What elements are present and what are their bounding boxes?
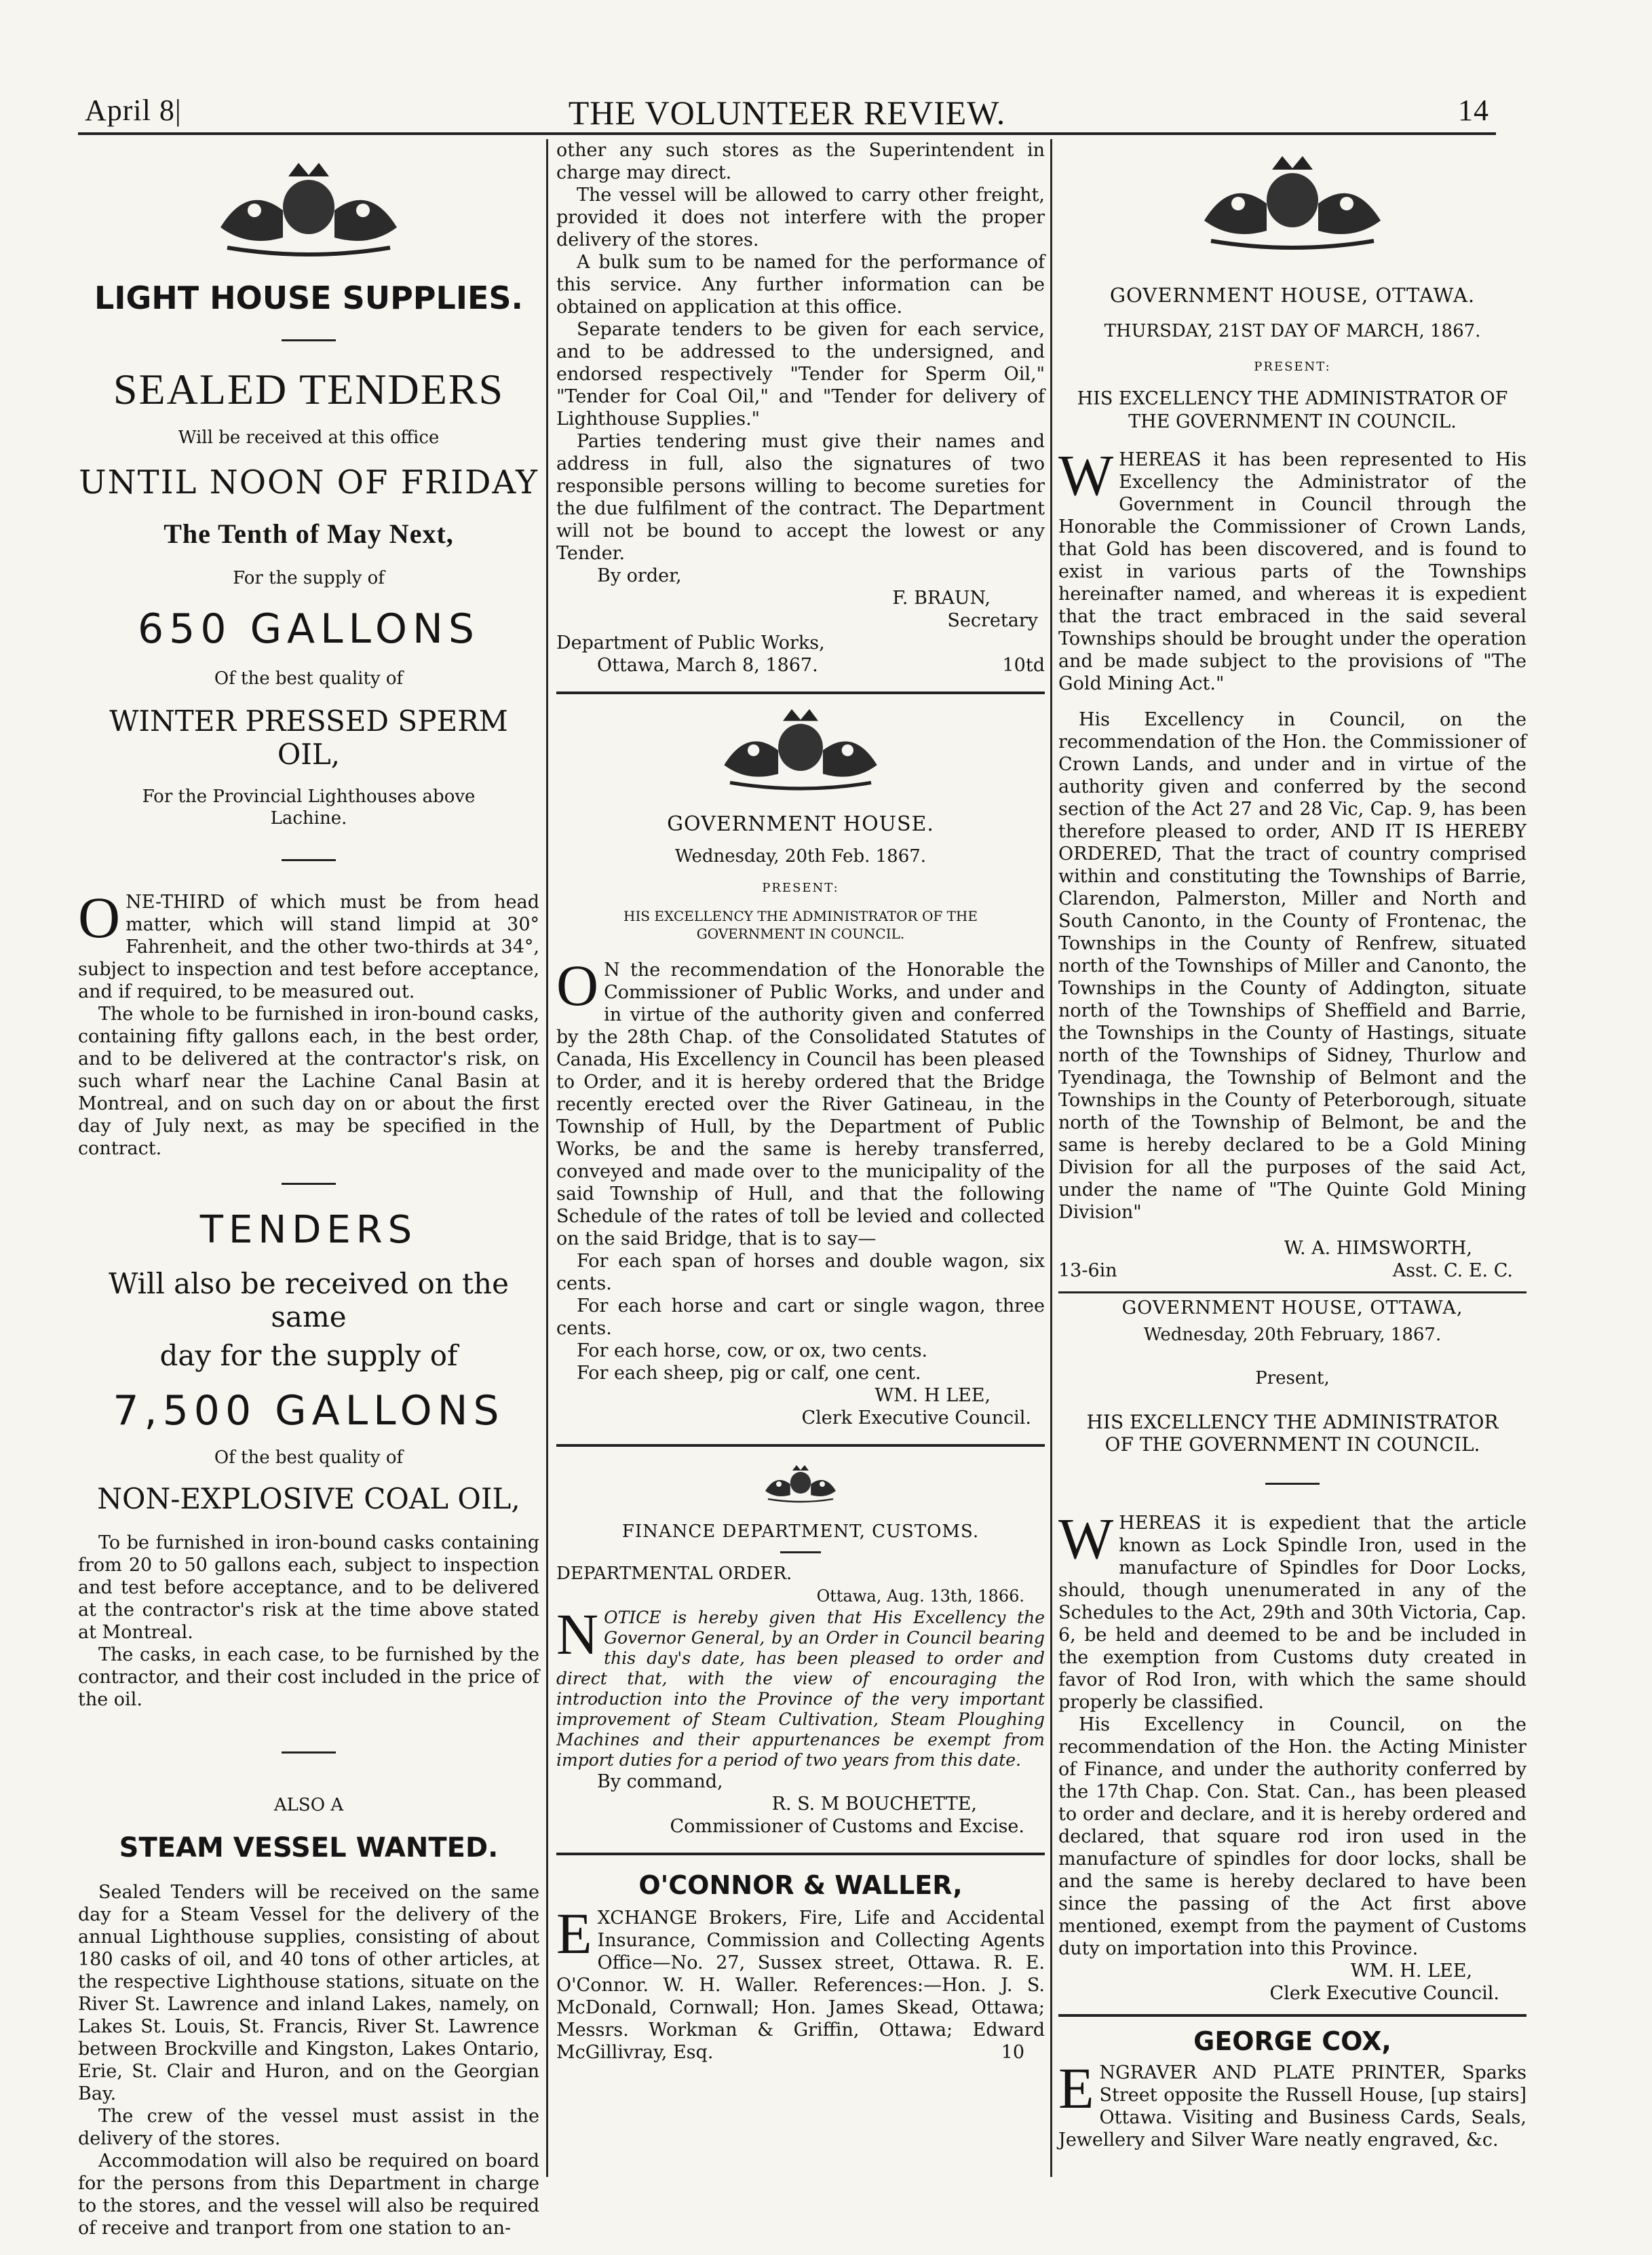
place-date: Ottawa, March 8, 1867. (597, 655, 818, 676)
present-label: Present, (1255, 1368, 1330, 1388)
drop-cap: O (556, 953, 599, 1018)
signer-title: Clerk Executive Council. (801, 1407, 1031, 1428)
divider (1265, 1483, 1320, 1485)
toll-item: For each sheep, pig or calf, one cent. (577, 1363, 921, 1384)
drop-cap: O (78, 885, 121, 950)
ad-code: 10td (1002, 655, 1045, 676)
ad-code: 13-6in (1058, 1260, 1117, 1281)
divider (556, 691, 1045, 694)
dateline-row (556, 654, 1045, 677)
notice-date: Wednesday, 20th Feb. 1867. (674, 846, 927, 867)
ad-line: ALSO A (273, 1795, 344, 1815)
paragraph: Accommodation will also be required on board for the persons from this Department in charge to the stores, and the vessel will also be required of receive and tranport from one station to an- (78, 2150, 539, 2239)
signer-row (1058, 1259, 1526, 1282)
signer-title: Commissioner of Customs and Excise. (670, 1816, 1024, 1837)
toll-item: For each horse and cart or single wagon, three cents. (556, 1295, 1045, 1339)
signer-name: WM. H LEE, (875, 1385, 991, 1406)
notice-date: Ottawa, Aug. 13th, 1866. (816, 1587, 1024, 1606)
council-line: HIS EXCELLENCY THE ADMINISTRATOR OF THE GOVERNMENT IN COUNCIL. (623, 908, 978, 942)
paragraph-text: NE-THIRD of which must be from head matter, which will stand limpid at 30° Fahrenheit, and the other two-thirds at 34°, subject to inspection and test before acceptance, and if required, to be measured out. (78, 892, 539, 1002)
ad-code: 10 (1001, 2042, 1024, 2063)
paragraph (78, 885, 539, 1003)
ad-product: WINTER PRESSED SPERM OIL, (109, 704, 508, 771)
paragraph-text: OTICE is hereby given that His Excellency the Governor General, by an Order in Council bearing this day's date, has been pleased to order and direct that, with the view of encouraging the introduction into the Province of the very important improvement of Steam Cultivation, Steam Ploughing Machines and their appurtenances be exempt from import duties for a period of two years from this date. (556, 1608, 1045, 1770)
ad-line: For the supply of (233, 568, 385, 588)
council-line: HIS EXCELLENCY THE ADMINISTRATOR (1086, 1411, 1499, 1433)
council-line: OF THE GOVERNMENT IN COUNCIL. (1104, 1433, 1480, 1456)
column-right (1058, 139, 1526, 2177)
paragraph: The whole to be furnished in iron-bound casks, containing fifty gallons each, in the best order, and to be delivered at the contractor's risk, on such wharf near the Lachine Canal Basin at Montreal, and on such day on or about the first day of July next, as may be specified in the contract. (78, 1004, 539, 1159)
paragraph: Sealed Tenders will be received on the same day for a Steam Vessel for the delivery of the annual Lighthouse supplies, consisting of about 180 casks of oil, and 40 tons of other articles, at the respective Lighthouse stations, situate on the River St. Lawrence and inland Lakes, namely, on Lakes St. Louis, St. Francis, River St. Lawrence between Brockville and Kingston, Lakes Ontario, Erie, St. Clair and Huron, and on the Georgian Bay. (78, 1882, 539, 2104)
paragraph-text: HEREAS it has been represented to His Excellency the Administrator of the Government in Council through the Honorable the Commissioner of Crown Lands, that Gold has been discovered, and is found to exist in various parts of the Townships hereinafter named, and whereas it is expedient that the tract embraced in the said several Townships should be brought under the operation and be made subject to the provisions of "The Gold Mining Act." (1058, 449, 1526, 694)
divider (780, 1551, 821, 1553)
drop-cap: W (1058, 442, 1114, 508)
divider (282, 339, 336, 341)
column-divider (1050, 139, 1052, 2177)
ad-heading: GEORGE COX, (1193, 2026, 1391, 2056)
signer-name: F. BRAUN, (892, 588, 991, 609)
notice-title: FINANCE DEPARTMENT, CUSTOMS. (621, 1521, 980, 1542)
ad-product: NON-EXPLOSIVE COAL OIL, (97, 1482, 520, 1515)
paragraph (1058, 2055, 1526, 2151)
ad-heading: O'CONNOR & WALLER, (638, 1870, 963, 1900)
notice-title: GOVERNMENT HOUSE. (667, 812, 934, 836)
notice-title: GOVERNMENT HOUSE, OTTAWA, (1058, 1291, 1526, 1319)
page-header (78, 85, 1496, 135)
divider (282, 1183, 336, 1185)
paragraph: To be furnished in iron-bound casks containing from 20 to 50 gallons each, subject to inspection and test before acceptance, and to be delivered at the contractor's risk at the time above stated at Montreal. (78, 1532, 539, 1643)
paragraph: His Excellency in Council, on the recommendation of the Hon. the Acting Minister of Finance, and under the authority conferred by the 17th Chap. Con. Stat. Can., has been pleased to order and declare, and it is hereby ordered and declared, that square rod iron used in the manufacture of spindles for door locks, shall be and the same is hereby declared to have been since the passing of the Act first above mentioned, exempt from the payment of Customs duty on importation into this Province. (1058, 1714, 1526, 1959)
department: Department of Public Works, (556, 632, 825, 653)
council-line: HIS EXCELLENCY THE ADMINISTRATOR OF THE GOVERNMENT IN COUNCIL. (1077, 388, 1508, 432)
paragraph: Separate tenders to be given for each service, and to be addressed to the undersigned, and endorsed respectively "Tender for Sperm Oil," "Tender for Coal Oil," and "Tender for delivery of Lighthouse Supplies." (556, 319, 1045, 430)
ad-line: For the Provincial Lighthouses above (142, 787, 476, 807)
paragraph: The crew of the vessel must assist in the delivery of the stores. (78, 2106, 539, 2149)
ad-line: Of the best quality of (214, 668, 404, 689)
paragraph: A bulk sum to be named for the performance of this service. Any further information can be obtained on application at this office. (556, 252, 1045, 318)
signer-title: Clerk Executive Council. (1269, 1983, 1499, 2004)
by-order: By order, (597, 565, 682, 586)
divider (282, 1751, 336, 1754)
ad-heading: STEAM VESSEL WANTED. (119, 1832, 499, 1863)
drop-cap: E (556, 1901, 592, 1966)
divider (556, 1853, 1045, 1855)
paragraph (1058, 1506, 1526, 1713)
paragraph: The vessel will be allowed to carry other freight, provided it does not interfere with the proper delivery of the stores. (556, 185, 1045, 250)
ad-line: Will also be received on the same (109, 1267, 509, 1333)
signer-name: WM. H. LEE, (1350, 1960, 1472, 1982)
ad-title: SEALED TENDERS (113, 365, 505, 413)
ad-quantity: 650 GALLONS (137, 605, 480, 653)
ad-date: The Tenth of May Next, (164, 518, 454, 549)
present-label: PRESENT: (1254, 360, 1331, 374)
paragraph: other any such stores as the Superintendent in charge may direct. (556, 140, 1045, 183)
paragraph (1058, 442, 1526, 695)
paragraph (556, 1901, 1045, 2064)
royal-crest-icon (1191, 156, 1394, 258)
notice-subtitle: DEPARTMENTAL ORDER. (556, 1564, 792, 1584)
paragraph-text: XCHANGE Brokers, Fire, Life and Accidental Insurance, Commission and Collecting Agents Office—No. 27, Sussex street, Ottawa. R. E. O'Connor. W. H. Waller. References:—Hon. J. S. McDonald, Cornwall; Hon. James Skead, Ottawa; Messrs. Workman & Griffin, Ottawa; Edward McGillivray, Esq. (556, 1908, 1045, 2063)
toll-item: For each horse, cow, or ox, two cents. (577, 1340, 928, 1361)
royal-crest-icon (706, 709, 896, 797)
divider (282, 859, 336, 861)
drop-cap: N (556, 1602, 599, 1667)
signer-name: R. S. M BOUCHETTE, (771, 1794, 977, 1815)
ad-line: Will be received at this office (178, 428, 440, 448)
royal-crest-icon (207, 163, 410, 265)
by-command: By command, (597, 1771, 723, 1792)
present-label: PRESENT: (762, 881, 839, 895)
paragraph: The casks, in each case, to be furnished by the contractor, and their cost included in the price of the oil. (78, 1644, 539, 1710)
toll-item: For each span of horses and double wagon, six cents. (556, 1251, 1045, 1294)
paragraph (556, 953, 1045, 1250)
ad-quantity: 7,500 GALLONS (113, 1387, 505, 1435)
paragraph (556, 1602, 1045, 1770)
column-divider (546, 139, 548, 2177)
ad-line: Of the best quality of (214, 1447, 404, 1468)
ad-heading: TENDERS (199, 1208, 418, 1252)
ad-line: Lachine. (270, 808, 347, 829)
page-number: 14 (1458, 94, 1489, 127)
paragraph: Parties tendering must give their names and address in full, also the signatures of two responsible persons willing to become sureties for the due fulfilment of the contract. The Department will not be bound to accept the lowest or any Tender. (556, 431, 1045, 564)
divider (1058, 2014, 1526, 2017)
paragraph-text: N the recommendation of the Honorable the Commissioner of Public Works, and under and in virtue of the authority given and conferred by the 28th Chap. of the Consolidated Statutes of Canada, His Excellency in Council has been pleased to Order, and it is hereby ordered that the Bridge recently erected over the River Gatineau, in the Township of Hull, by the Department of Public Works, be and the same is hereby transferred, conveyed and made over to the municipality of the said Township of Hull, and that the following Schedule of the rates of toll be levied and collected on the said Bridge, that is to say— (556, 960, 1045, 1249)
signer-title: Secretary (947, 610, 1038, 631)
divider (556, 1444, 1045, 1447)
masthead-title: THE VOLUNTEER REVIEW. (568, 94, 1006, 132)
ad-deadline: UNTIL NOON OF FRIDAY (79, 463, 539, 501)
paragraph: His Excellency in Council, on the recommendation of the Hon. the Commissioner of Crown Lands, and under and in virtue of the authority given and conferred by the second section of the Act 27 and 28 Vic, Cap. 9, has been therefore pleased to order, AND IT IS HEREBY ORDERED, That the tract of country comprised within and constituting the Townships of Barrie, Clarendon, Palmerston, Miller and North and South Canonto, in the County of Frontenac, the Townships in the County of Renfrew, situated north of the Townships of Miller and Canonto, the Townships in the County of Addington, situate north of the Townships of Sheffield and Barrie, the Townships in the County of Hastings, situate north of the Townships of Sidney, Thurlow and Tyendinaga, the Township of Belmont and the Townships in the County of Peterborough, situate north of the Township of Belmont, be and the same is hereby declared to be a Gold Mining Division for all the purposes of the said Act, under the name of "The Quinte Gold Mining Division" (1058, 709, 1526, 1223)
notice-date: THURSDAY, 21ST DAY OF MARCH, 1867. (1104, 321, 1481, 341)
column-left (78, 139, 539, 2239)
ad-line: day for the supply of (159, 1339, 458, 1372)
drop-cap: E (1058, 2055, 1094, 2121)
notice-date: Wednesday, 20th February, 1867. (1143, 1325, 1442, 1345)
signer-title: Asst. C. E. C. (1392, 1260, 1513, 1281)
ad-heading: LIGHT HOUSE SUPPLIES. (94, 280, 523, 316)
signer-name: W. A. HIMSWORTH, (1284, 1238, 1472, 1259)
paragraph-text: NGRAVER AND PLATE PRINTER, Sparks Street opposite the Russell House, [up stairs] Ottawa. Visiting and Business Cards, Seals, Jewellery and Silver Ware neatly engraved, &c. (1058, 2062, 1526, 2150)
drop-cap: W (1058, 1506, 1114, 1571)
paragraph-text: HEREAS it is expedient that the article known as Lock Spindle Iron, used in the manufacture of Spindles for Door Locks, should, though unenumerated in any of the Schedules to the Act, 29th and 30th Victoria, Cap. 6, be held and deemed to be and be included in the exemption from Customs duty created in favor of Rod Iron, with which the same should properly be classified. (1058, 1513, 1526, 1713)
column-middle (556, 139, 1045, 2177)
notice-title: GOVERNMENT HOUSE, OTTAWA. (1109, 284, 1476, 307)
issue-date: April 8| (85, 94, 182, 127)
royal-crest-icon (760, 1462, 841, 1509)
